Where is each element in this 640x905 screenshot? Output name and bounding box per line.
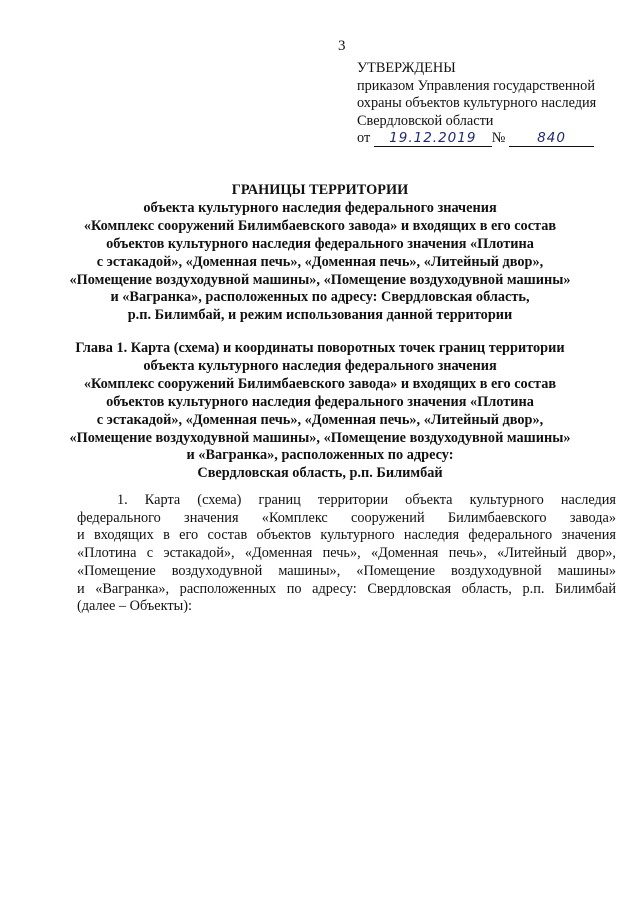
document-title (60, 182, 580, 325)
paragraph-line: и «Вагранка», расположенных по адресу: Свердловская область, р.п. Билимбай (77, 580, 616, 597)
approval-stamp (357, 60, 627, 148)
paragraph-line: и входящих в его состав объектов культурного наследия федерального значения (77, 527, 616, 544)
chapter-line: «Комплекс сооружений Билимбаевского завода» и входящих в его состав (83, 375, 557, 392)
page-number: 3 (338, 38, 346, 54)
paragraph-line: 1. Карта (схема) границ территории объекта культурного наследия (117, 492, 616, 508)
body-paragraph (77, 492, 616, 616)
chapter-line: «Помещение воздуходувной машины», «Помещение воздуходувной машины» (69, 429, 571, 446)
handwritten-date: 19.12.2019 (389, 130, 477, 147)
approval-line: приказом Управления государственной (357, 77, 595, 94)
date-prefix: от (357, 130, 371, 147)
title-line: объектов культурного наследия федерального значения «Плотина (106, 235, 534, 252)
handwritten-number: 840 (537, 130, 566, 147)
approval-line: Свердловской области (357, 112, 494, 129)
paragraph-line: «Помещение воздуходувной машины», «Помещение воздуходувной машины» (77, 562, 616, 579)
chapter-heading (60, 340, 580, 483)
title-line: «Комплекс сооружений Билимбаевского завода» и входящих в его состав (83, 217, 557, 234)
chapter-line: с эстакадой», «Доменная печь», «Доменная печь», «Литейный двор», (96, 411, 544, 428)
number-field (509, 131, 594, 147)
approval-line: охраны объектов культурного наследия (357, 95, 597, 112)
chapter-line: и «Вагранка», расположенных по адресу: (186, 447, 454, 464)
paragraph-line: федерального значения «Комплекс сооружений Билимбаевского завода» (77, 509, 616, 526)
chapter-line: Глава 1. Карта (схема) и координаты поворотных точек границ территории (75, 340, 565, 356)
approval-date-row (357, 130, 627, 148)
chapter-line: объекта культурного наследия федерального значения (143, 357, 497, 374)
title-main: ГРАНИЦЫ ТЕРРИТОРИИ (231, 182, 409, 198)
title-line: объекта культурного наследия федерального значения (143, 199, 497, 216)
paragraph-line: (далее – Объекты): (77, 598, 192, 615)
title-line: и «Вагранка», расположенных по адресу: Свердловская область, (110, 289, 530, 306)
date-field (374, 131, 492, 147)
chapter-line: Свердловская область, р.п. Билимбай (197, 465, 443, 482)
approval-heading: УТВЕРЖДЕНЫ (357, 60, 456, 76)
title-line: р.п. Билимбай, и режим использования данной территории (127, 307, 513, 324)
title-line: «Помещение воздуходувной машины», «Помещение воздуходувной машины» (69, 271, 571, 288)
number-sign: № (491, 130, 506, 147)
paragraph-line: «Плотина с эстакадой», «Доменная печь», «Доменная печь», «Литейный двор», (77, 545, 616, 562)
title-line: с эстакадой», «Доменная печь», «Доменная печь», «Литейный двор», (96, 253, 544, 270)
chapter-line: объектов культурного наследия федерального значения «Плотина (106, 393, 534, 410)
